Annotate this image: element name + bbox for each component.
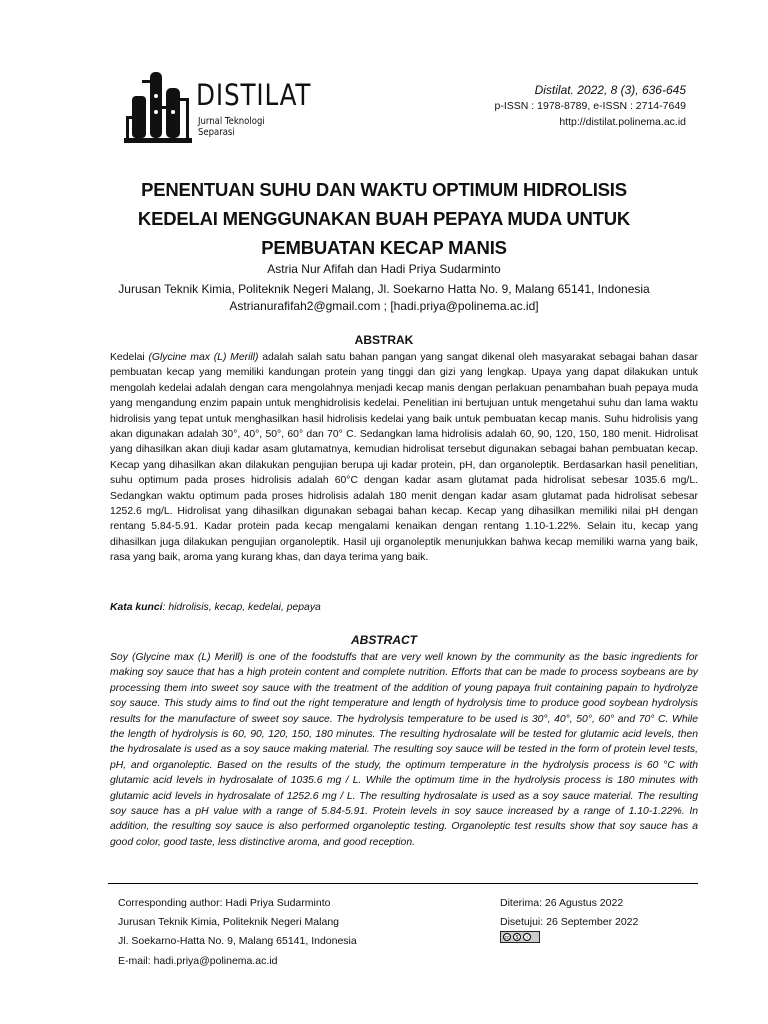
cc-circle-icon: cc (504, 935, 510, 941)
distillation-column-icon (122, 66, 194, 146)
noncommercial-circle-icon: $ (513, 933, 521, 941)
corresponding-author: Corresponding author: Hadi Priya Sudarminto (118, 897, 331, 909)
logo-name: DISTILAT (196, 78, 312, 112)
article-emails[interactable]: Astrianurafifah2@gmail.com ; [hadi.priya@polinema.ac.id] (229, 299, 539, 313)
creative-commons-by-nc-icon[interactable] (500, 931, 540, 943)
corresponding-address: Jl. Soekarno-Hatta No. 9, Malang 65141, Indonesia (118, 935, 357, 948)
logo-subtitle: Jurnal Teknologi Separasi (198, 116, 265, 138)
corresponding-email[interactable]: E-mail: hadi.priya@polinema.ac.id (118, 954, 278, 967)
footer-rule (108, 883, 698, 884)
journal-logo (122, 66, 312, 146)
journal-issn: p-ISSN : 1978-8789, e-ISSN : 2714-7649 (494, 100, 686, 112)
keywords-value: : hidrolisis, kecap, kedelai, pepaya (162, 602, 321, 613)
abstract-body: Soy (Glycine max (L) Merill) is one of the foodstuffs that are very well known by the community as the basic ingredients for making soy sauce that has a high protein content and complete nutrition. Efforts that can be made to process soybeans are by processing them into sweet soy sauce with the treatment of the addition of young papaya fruit containing papain to hydrolyze soy sauce. This study aims to find out the right temperature and length of hydrolysis time to produce good soybean hydrolysis results for the manufacture of sweet soy sauce. The hydrolysis temperature to be used is 30°, 40°, 50°, 60° and 70° C. While the length of hydrolysis is 60, 90, 120, 150, 180 minutes. The resulting hydrosalate will be tested for glutamic acid levels, then the hydrosalate is used as a soy sauce making material. The resulting soy sauce will be tested in the form of protein level tests, pH, and organoleptic. Based on the results of the study, the optimum temperature in the hydrolysis process is 60 °C with glutamic acid levels in hydrosalate of 1035.6 mg / L. While the optimum time in the hydrolysis process is 180 minutes with glutamic acid levels in hydrosalate of 1252.6 mg / L. The resulting hydrosalate is used as a soy sauce material. The resulting soy sauce has a pH value with a range of 5.84-5.91. Protein levels in soy sauce increased by a range of 1.10-1.22%. In addition, the resulting soy sauce is also performed organoleptic testing. Organoleptic test results show that soy sauce has a good color, good taste, less distinctive aroma, and good reception. (110, 652, 698, 848)
footer-correspondence (118, 894, 357, 971)
abstrak-intro: Kedelai (110, 352, 149, 363)
journal-url[interactable]: http://distilat.polinema.ac.id (559, 116, 686, 128)
abstrak-species: (Glycine max (L) Merill) (148, 352, 259, 363)
attribution-circle-icon: i (523, 933, 531, 941)
footer-dates (500, 894, 638, 932)
keywords-label: Kata kunci (110, 602, 163, 613)
abstrak-body (110, 350, 698, 566)
article-affiliation: Jurusan Teknik Kimia, Politeknik Negeri Malang, Jl. Soekarno Hatta No. 9, Malang 65141, Indonesia (118, 282, 650, 296)
abstrak-text: adalah salah satu bahan pangan yang sangat dikenal oleh masyarakat sebagai bahan dasar pembuatan kecap yang memiliki kandungan protein yang tinggi dan gizi yang lengkap. Upaya yang dapat dilakukan untuk mengolah kedelai adalah dengan cara mengolahnya menjadi kecap manis dengan perlakuan penambahan buah pepaya muda yang mengandung enzim papain untuk menghidrolisis kedelai. Penelitian ini bertujuan untuk mengetahui suhu dan lama waktu hidrolisis yang tepat untuk menghasilkan hasil hidrolisis kedelai yang baik untuk pembuatan kecap manis. Suhu hidrolisis yang akan digunakan adalah 30°, 40°, 50°, 60° dan 70° C. Sedangkan lama hidrolisis adalah 60, 90, 120, 150, 180 menit. Hidrolisat yang dihasilkan akan diuji kadar asam glutamatnya, kemudian hidrolisat tersebut digunakan sebagai bahan pembuatan kecap. Kecap yang dihasilkan akan dilakukan pengujian berupa uji kadar protein, pH, dan organoleptik. Berdasarkan hasil penelitian, suhu optimum pada proses hidrolisis adalah 60°C dengan kadar asam glutamat pada hidrolisat sebesar 1035.6 mg/L. Sedangkan waktu optimum pada proses hidrolisis adalah 180 menit dengan kadar asam glutamat pada hidrolisat sebesar 1252.6 mg/L. Hidrolisat yang dihasilkan digunakan sebagai bahan kecap. Kecap yang dihasilkan memiliki nilai pH dengan rentang 5.84-5.91. Kadar protein pada kecap mengalami kenaikan dengan rentang 1.10-1.22%. Selain itu, kecap yang dihasilkan juga dilakukan pengujian organoleptik. Hasil uji organoleptik menunjukkan bahwa kecap memiliki warna yang baik, rasa yang baik, aroma yang kurang khas, dan daya terima yang baik. (110, 352, 698, 564)
accepted-date: Disetujui: 26 September 2022 (500, 916, 639, 929)
corresponding-dept: Jurusan Teknik Kimia, Politeknik Negeri Malang (118, 916, 339, 929)
abstract-heading: ABSTRACT (351, 633, 417, 647)
journal-meta (495, 82, 686, 130)
keywords (110, 602, 321, 613)
article-title: PENENTUAN SUHU DAN WAKTU OPTIMUM HIDROLISIS KEDELAI MENGGUNAKAN BUAH PEPAYA MUDA UNTUK PEMBUATAN KECAP MANIS (137, 179, 631, 258)
received-date: Diterima: 26 Agustus 2022 (500, 897, 624, 909)
abstrak-heading: ABSTRAK (354, 333, 414, 347)
journal-citation: Distilat. 2022, 8 (3), 636-645 (534, 83, 686, 97)
article-authors: Astria Nur Afifah dan Hadi Priya Sudarminto (267, 262, 501, 276)
